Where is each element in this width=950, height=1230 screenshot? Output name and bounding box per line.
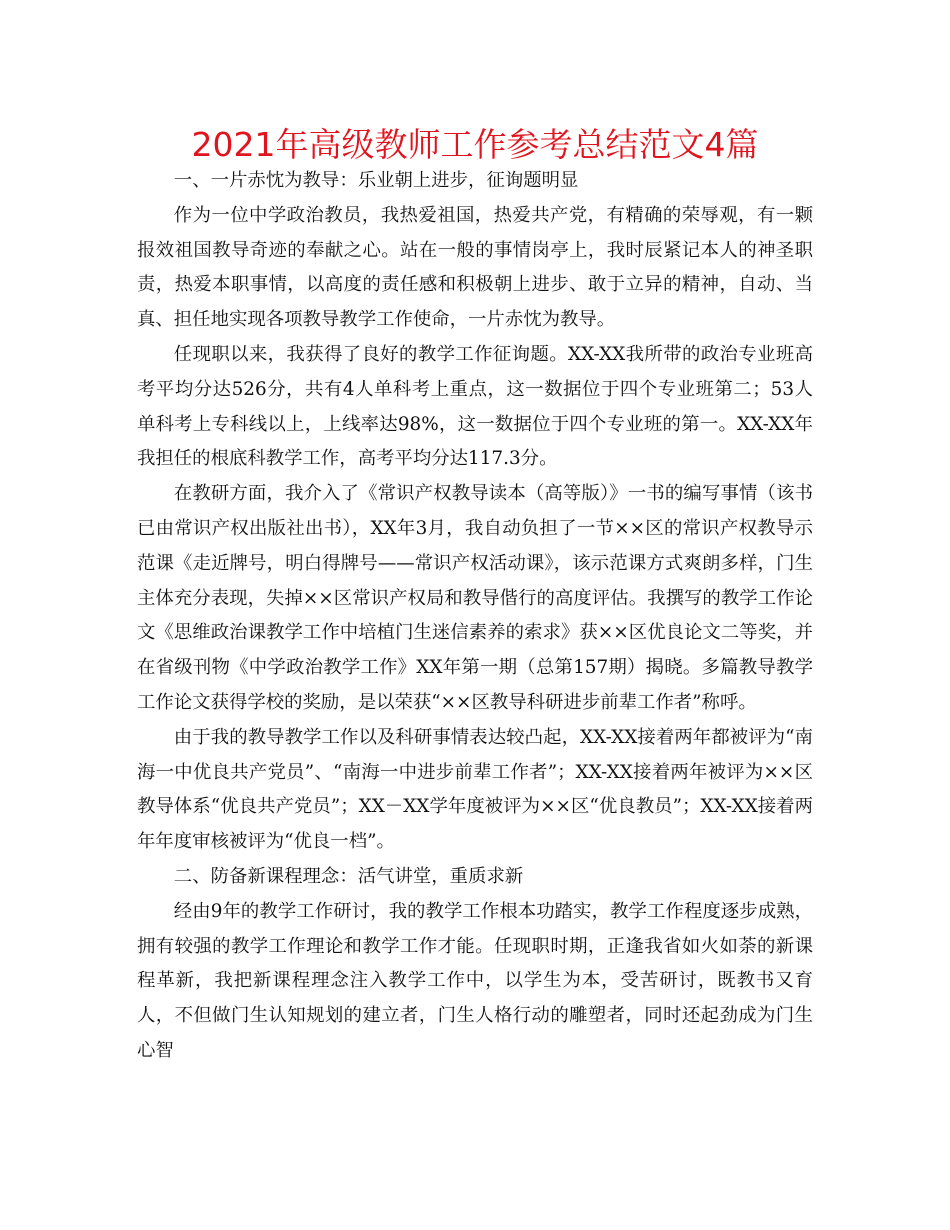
paragraph-1: 作为一位中学政治教员，我热爱祖国，热爱共产党，有精确的荣辱观，有一颗报效祖国教导奇迹的奉献之心。站在一般的事情岗亭上，我时辰紧记本人的神圣职责，热爱本职事情，以高度的责任感和积极朝上进步、敢于立异的精神，自动、当真、担任地实现各项教导教学工作使命，一片赤忱为教导。 bbox=[137, 204, 813, 331]
paragraph-3: 在教研方面，我介入了《常识产权教导读本（高等版）》一书的编写事情（该书已由常识产权出版社出书），XX年3月，我自动负担了一节××区的常识产权教导示范课《走近牌号，明白得牌号——常识产权活动课》，该示范课方式爽朗多样，门生主体充分表现，失掉××区常识产权局和教导偕行的高度评估。我撰写的教学工作论文《思维政治课教学工作中培植门生迷信素养的索求》获××区优良论文二等奖，并在省级刊物《中学政治教学工作》XX年第一期（总第157期）揭晓。多篇教导教学工作论文获得学校的奖励，是以荣获“××区教导科研进步前辈工作者”称呼。 bbox=[137, 483, 813, 713]
document-title: 2021年高级教师工作参考总结范文4篇 bbox=[191, 125, 759, 164]
document-body bbox=[137, 164, 813, 1069]
paragraph-2: 任现职以来，我获得了良好的教学工作征询题。XX-XX我所带的政治专业班高考平均分达526分，共有4人单科考上重点，这一数据位于四个专业班第二；53人单科考上专科线以上，上线率达98%，这一数据位于四个专业班的第一。XX-XX年我担任的根底科教学工作，高考平均分达117.3分。 bbox=[137, 343, 813, 470]
paragraph-4: 由于我的教导教学工作以及科研事情表达较凸起，XX-XX接着两年都被评为“南海一中优良共产党员”、“南海一中进步前辈工作者”；XX-XX接着两年被评为××区教导体系“优良共产党员”；XX－XX学年度被评为××区“优良教员”；XX-XX接着两年年度审核被评为“优良一档”。 bbox=[137, 726, 813, 853]
section-heading-1: 一、一片赤忱为教导：乐业朝上进步，征询题明显 bbox=[173, 170, 579, 191]
section-heading-2: 二、防备新课程理念：活气讲堂，重质求新 bbox=[173, 865, 524, 887]
paragraph-5: 经由9年的教学工作研讨，我的教学工作根本功踏实，教学工作程度逐步成熟，拥有较强的教学工作理论和教学工作才能。任现职时期，正逢我省如火如荼的新课程革新，我把新课程理念注入教学工作中，以学生为本，受苦研讨，既教书又育人，不但做门生认知规划的建立者，门生人格行动的雕塑者，同时还起劲成为门生心智 bbox=[137, 900, 813, 1061]
